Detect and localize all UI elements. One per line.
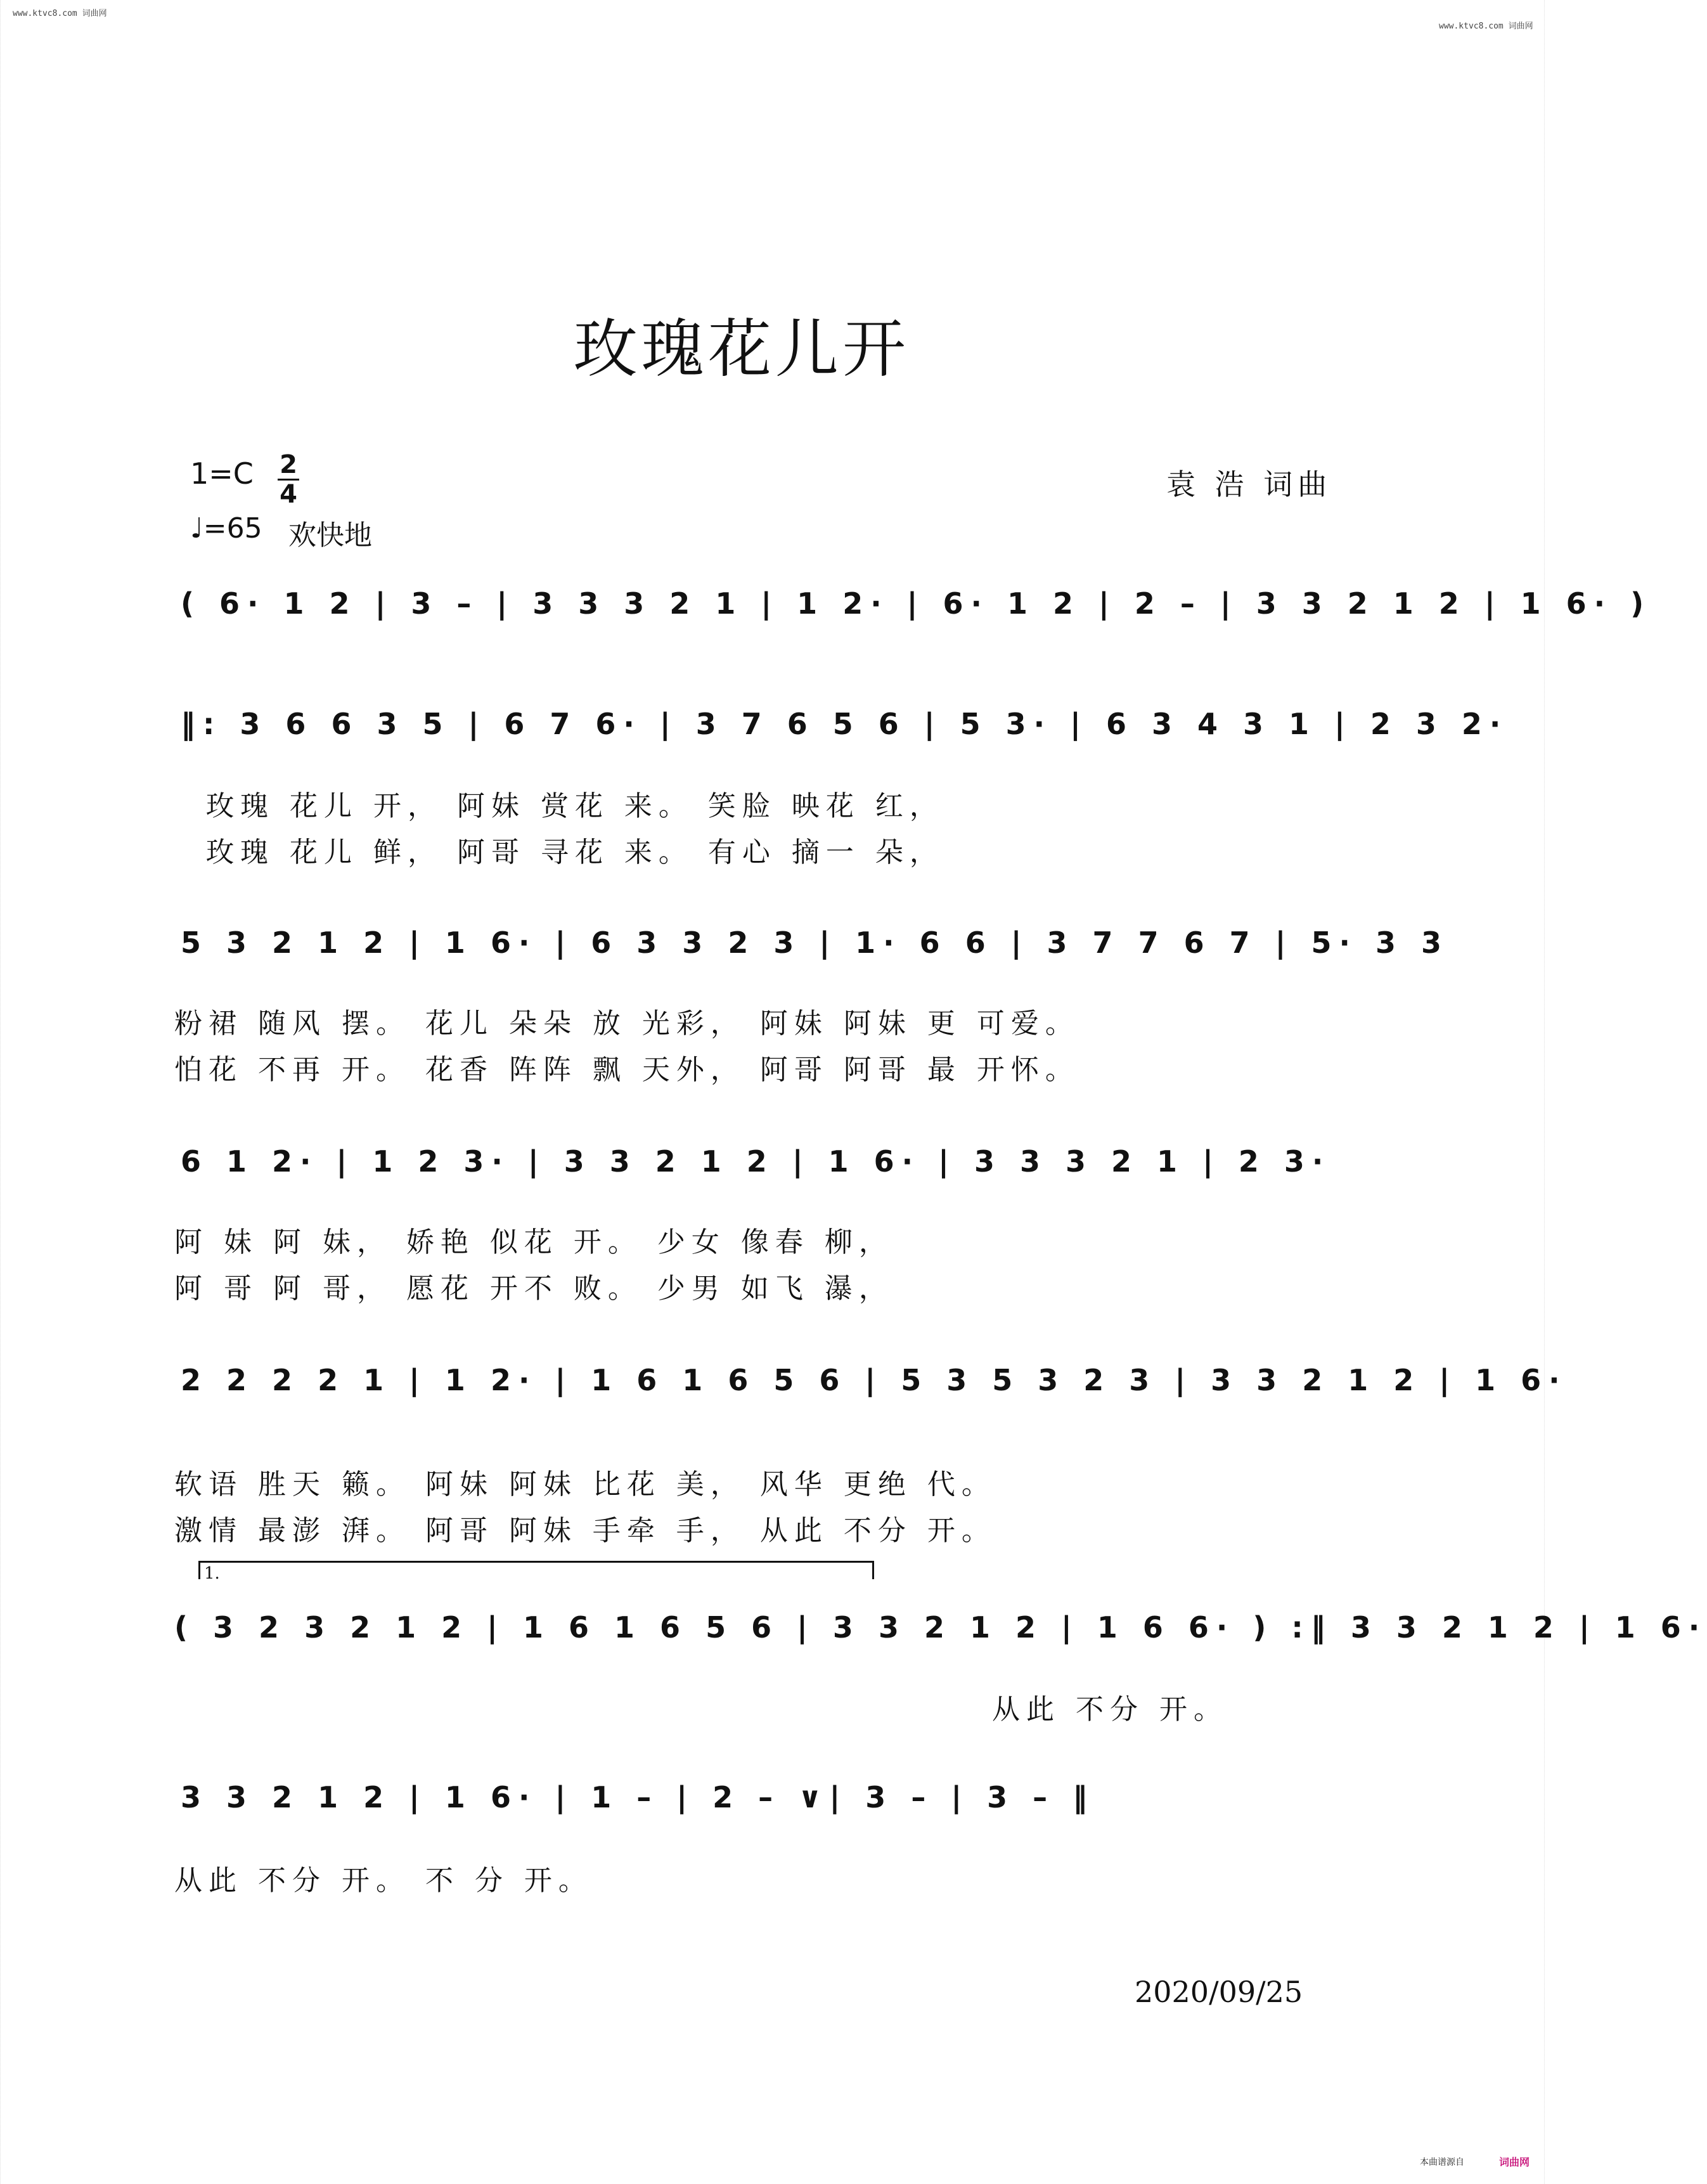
header-site-left: www.ktvc8.com 词曲网 [13,9,107,18]
date-stamp: 2020/09/25 [1135,1975,1303,2009]
expression-marking: 欢快地 [288,519,372,552]
notation-row-7: 3 3 2 1 2 | 1 6· | 1 – | 2 – ∨| 3 – | 3 – ‖ [181,1780,1095,1814]
notation-row-4: 6 1 2· | 1 2 3· | 3 3 2 1 2 | 1 6· | 3 3 3 2 1 | 2 3· [181,1144,1331,1179]
lyrics-row-6: 从此 不分 开。 [992,1693,1228,1726]
left-page-border [0,0,10,2184]
notation-row-5: 2 2 2 2 1 | 1 2· | 1 6 1 6 5 6 | 5 3 5 3 2 3 | 3 3 2 1 2 | 1 6· [181,1363,1568,1397]
lyrics-row-5-verse-1: 软语 胜天 籁。 阿妹 阿妹 比花 美， 风华 更绝 代。 [174,1468,996,1501]
lyrics-row-7: 从此 不分 开。 不 分 开。 [174,1864,593,1897]
notation-row-2: ‖: 3 6 6 3 5 | 6 7 6· | 3 7 6 5 6 | 5 3· | 6 3 4 3 1 | 2 3 2· [181,707,1509,741]
page-title: 玫瑰花儿开 [574,312,910,386]
lyrics-row-5-verse-2: 激情 最澎 湃。 阿哥 阿妹 手牵 手， 从此 不分 开。 [174,1515,996,1547]
notation-row-6: ( 3 2 3 2 1 2 | 1 6 1 6 5 6 | 3 3 2 1 2 | 1 6 6· ) :‖ 3 3 2 1 2 | 1 6· [174,1610,1707,1644]
time-sig-bottom: 4 [280,480,297,509]
first-ending-bracket [198,1561,874,1583]
notation-row-3: 5 3 2 1 2 | 1 6· | 6 3 3 2 3 | 1· 6 6 | 3 7 7 6 7 | 5· 3 3 [181,926,1449,960]
time-sig-top: 2 [280,450,297,479]
header-site-right: www.ktvc8.com 词曲网 [1439,22,1533,31]
lyrics-row-3-verse-2: 怕花 不再 开。 花香 阵阵 飘 天外， 阿哥 阿哥 最 开怀。 [174,1054,1079,1086]
lyrics-row-2-verse-1: 玫瑰 花儿 开， 阿妹 赏花 来。 笑脸 映花 红， [206,790,944,822]
tempo-marking: ♩=65 [190,512,262,545]
lyrics-row-4-verse-1: 阿 妹 阿 妹， 娇艳 似花 开。 少女 像春 柳， [174,1226,893,1258]
lyrics-row-3-verse-1: 粉裙 随风 摆。 花儿 朵朵 放 光彩， 阿妹 阿妹 更 可爱。 [174,1007,1079,1040]
lyrics-row-2-verse-2: 玫瑰 花儿 鲜， 阿哥 寻花 来。 有心 摘一 朵， [206,836,944,869]
footer-source-note: 本曲谱源自 [1420,2157,1464,2168]
time-signature [278,452,299,507]
footer-site-logo: 词曲网 [1499,2156,1530,2168]
notation-row-1: ( 6· 1 2 | 3 – | 3 3 3 2 1 | 1 2· | 6· 1 2 | 2 – | 3 3 2 1 2 | 1 6· ) [181,586,1652,621]
lyrics-row-4-verse-2: 阿 哥 阿 哥， 愿花 开不 败。 少男 如飞 瀑， [174,1272,893,1305]
volta-label: 1. [204,1564,220,1583]
author-credit: 袁 浩 词曲 [1166,467,1332,501]
right-page-border [1544,0,1554,2184]
key-signature: 1=C [190,456,254,491]
